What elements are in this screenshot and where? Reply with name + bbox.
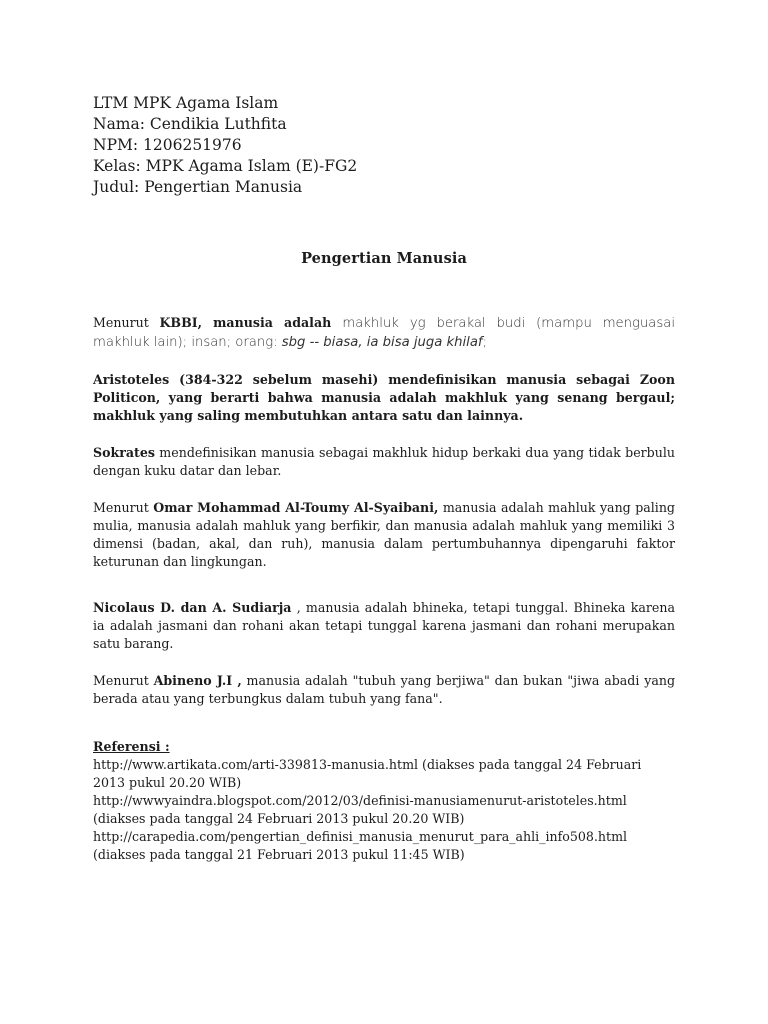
nicolaus-name: Nicolaus D. dan A. Sudiarja (93, 600, 292, 615)
sokrates-name: Sokrates (93, 445, 155, 460)
reference-line: http://wwwyaindra.blogspot.com/2012/03/definisi-manusiamenurut-aristoteles.html (93, 793, 627, 808)
paragraph-kbbi (93, 314, 675, 352)
document-header (93, 93, 675, 198)
header-npm: NPM: 1206251976 (93, 136, 242, 154)
references-section (93, 738, 675, 864)
sokrates-text: mendefinisikan manusia sebagai makhluk hidup berkaki dua yang tidak berbulu dengan kuku datar dan lebar. (93, 445, 675, 478)
reference-line: (diakses pada tanggal 21 Februari 2013 pukul 11:45 WIB) (93, 847, 465, 862)
omar-lead: Menurut (93, 500, 154, 515)
reference-line: 2013 pukul 20.20 WIB) (93, 775, 242, 790)
reference-line: http://www.artikata.com/arti-339813-manusia.html (diakses pada tanggal 24 Februari (93, 757, 642, 772)
header-title: Judul: Pengertian Manusia (93, 178, 303, 196)
paragraph-omar (93, 499, 675, 571)
aristoteles-name: Aristoteles ( (93, 372, 186, 387)
paragraph-abineno (93, 672, 675, 708)
header-class: Kelas: MPK Agama Islam (E)-FG2 (93, 157, 358, 175)
kbbi-source: KBBI (159, 315, 198, 330)
page-title: Pengertian Manusia (301, 250, 467, 267)
abineno-name: Abineno J.I , (153, 673, 242, 688)
nicolaus-text: , manusia adalah bhineka, tetapi tunggal. Bhineka karena ia adalah jasmani dan rohani akan tetapi tunggal karena jasmani dan rohani merupakan satu barang. (93, 600, 675, 651)
abineno-lead: Menurut (93, 673, 154, 688)
header-course: LTM MPK Agama Islam (93, 94, 279, 112)
omar-text: manusia adalah mahluk yang paling mulia, manusia adalah mahluk yang berfikir, dan manusia adalah mahluk yang memiliki 3 dimensi (badan, akal, dan ruh), manusia dalam pertumbuhannya dipengaruhi faktor keturunan dan lingkungan. (93, 500, 675, 569)
kbbi-lead: Menurut (93, 315, 160, 330)
header-name: Nama: Cendikia Luthfita (93, 115, 287, 133)
aristoteles-text: 384-322 sebelum masehi) mendefinisikan manusia sebagai Zoon Politicon, yang berarti bahwa manusia adalah makhluk yang senang bergaul; makhluk yang saling membutuhkan antara satu dan lainnya. (93, 372, 675, 423)
kbbi-example: sbg -- biasa, ia bisa juga khilaf (281, 335, 483, 350)
paragraph-nicolaus (93, 599, 675, 653)
kbbi-mid: , manusia adalah (197, 315, 343, 330)
reference-line: http://carapedia.com/pengertian_definisi_manusia_menurut_para_ahli_info508.html (93, 829, 628, 844)
paragraph-sokrates (93, 444, 675, 480)
kbbi-end: ; (482, 335, 488, 350)
references-title: Referensi : (93, 739, 170, 754)
paragraph-aristoteles (93, 371, 675, 425)
document-page (93, 93, 675, 864)
reference-line: (diakses pada tanggal 24 Februari 2013 pukul 20.20 WIB) (93, 811, 465, 826)
omar-name: Omar Mohammad Al-Toumy Al-Syaibani, (153, 500, 439, 515)
abineno-text: manusia adalah "tubuh yang berjiwa" dan bukan "jiwa abadi yang berada atau yang terbungkus dalam tubuh yang fana". (93, 673, 676, 706)
kbbi-meaning: makhluk yg berakal budi (mampu menguasai makhluk lain); insan; orang: (93, 316, 675, 350)
